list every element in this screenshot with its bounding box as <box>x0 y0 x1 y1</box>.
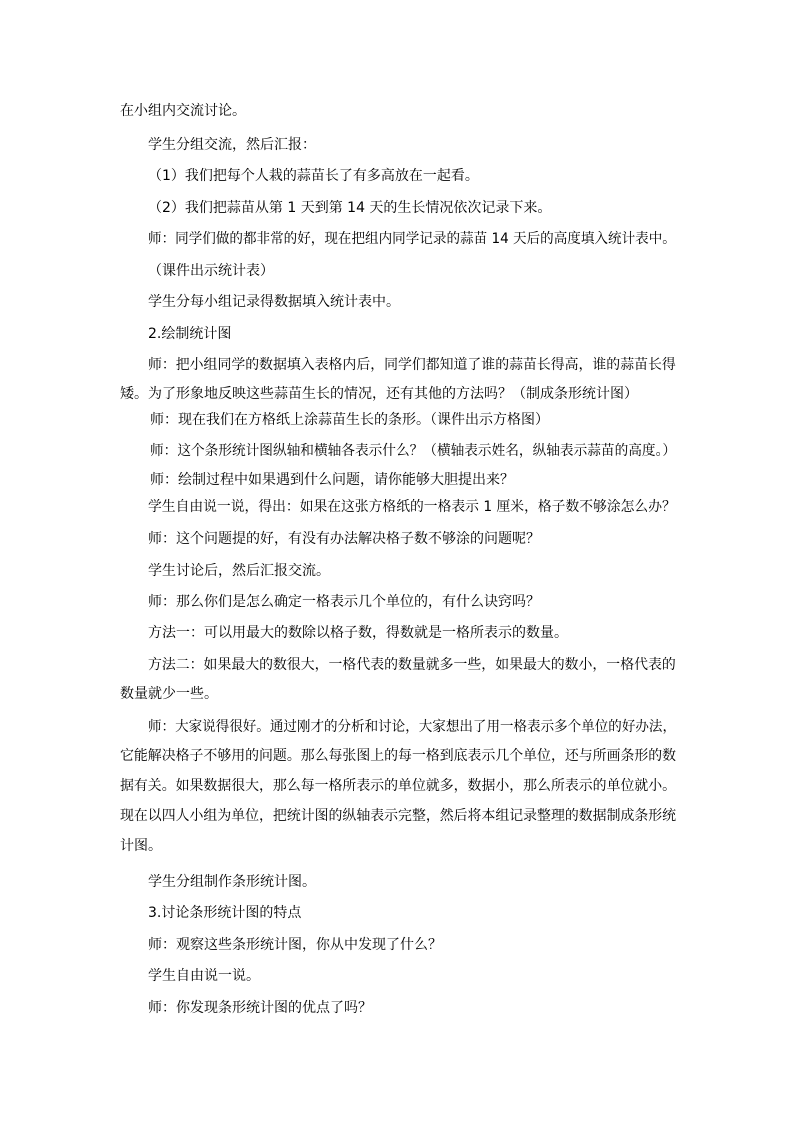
text-line-6: （课件出示统计表） <box>148 263 274 279</box>
text-line-24: 现在以四人小组为单位，把统计图的纵轴表示完整，然后将本组记录整理的数据制成条形统 <box>120 808 677 824</box>
text-line-18: 方法一：可以用最大的数除以格子数，得数就是一格所表示的数量。 <box>148 625 568 641</box>
text-line-1: 在小组内交流讨论。 <box>120 103 246 119</box>
text-line-15: 师：这个问题提的好，有没有办法解决格子数不够涂的问题呢？ <box>148 531 540 547</box>
text-line-25: 计图。 <box>120 838 162 854</box>
text-line-2: 学生分组交流，然后汇报： <box>148 137 316 153</box>
text-line-28: 师：观察这些条形统计图，你从中发现了什么？ <box>148 937 442 953</box>
text-line-3: （1）我们把每个人栽的蒜苗长了有多高放在一起看。 <box>148 168 479 184</box>
text-line-10: 矮。为了形象地反映这些蒜苗生长的情况，还有其他的方法吗？（制成条形统计图） <box>120 386 638 402</box>
text-line-20: 数量就少一些。 <box>120 686 218 702</box>
text-line-30: 师：你发现条形统计图的优点了吗？ <box>148 1000 372 1016</box>
text-line-5: 师：同学们做的都非常的好，现在把组内同学记录的蒜苗 14 天后的高度填入统计表中。 <box>148 231 676 247</box>
text-line-29: 学生自由说一说。 <box>148 968 260 984</box>
text-line-9: 师：把小组同学的数据填入表格内后，同学们都知道了谁的蒜苗长得高，谁的蒜苗长得 <box>148 357 676 373</box>
text-line-12: 师：这个条形统计图纵轴和横轴各表示什么？（横轴表示姓名，纵轴表示蒜苗的高度。） <box>150 443 677 459</box>
text-line-16: 学生讨论后，然后汇报交流。 <box>148 563 330 579</box>
text-line-21: 师：大家说得很好。通过刚才的分析和讨论，大家想出了用一格表示多个单位的好办法， <box>148 719 676 735</box>
text-line-11: 师：现在我们在方格纸上涂蒜苗生长的条形。（课件出示方格图） <box>150 412 549 428</box>
text-line-13: 师：绘制过程中如果遇到什么问题，请你能够大胆提出来？ <box>150 472 514 488</box>
text-line-22: 它能解决格子不够用的问题。那么每张图上的每一格到底表示几个单位，还与所画条形的数 <box>120 748 677 764</box>
text-line-7: 学生分每小组记录得数据填入统计表中。 <box>148 294 400 310</box>
text-line-26: 学生分组制作条形统计图。 <box>148 874 316 890</box>
text-line-19: 方法二：如果最大的数很大，一格代表的数量就多一些，如果最大的数小，一格代表的 <box>148 657 676 673</box>
section-heading-3: 3.讨论条形统计图的特点 <box>148 905 302 921</box>
text-line-23: 据有关。如果数据很大，那么每一格所表示的单位就多，数据小，那么所表示的单位就小。 <box>120 778 677 794</box>
text-line-17: 师：那么你们是怎么确定一格表示几个单位的，有什么诀窍吗？ <box>148 594 540 610</box>
section-heading-2: 2.绘制统计图 <box>148 326 232 342</box>
text-line-14: 学生自由说一说，得出：如果在这张方格纸的一格表示 1 厘米，格子数不够涂怎么办？ <box>148 499 676 515</box>
text-line-4: （2）我们把蒜苗从第 1 天到第 14 天的生长情况依次记录下来。 <box>148 200 552 216</box>
